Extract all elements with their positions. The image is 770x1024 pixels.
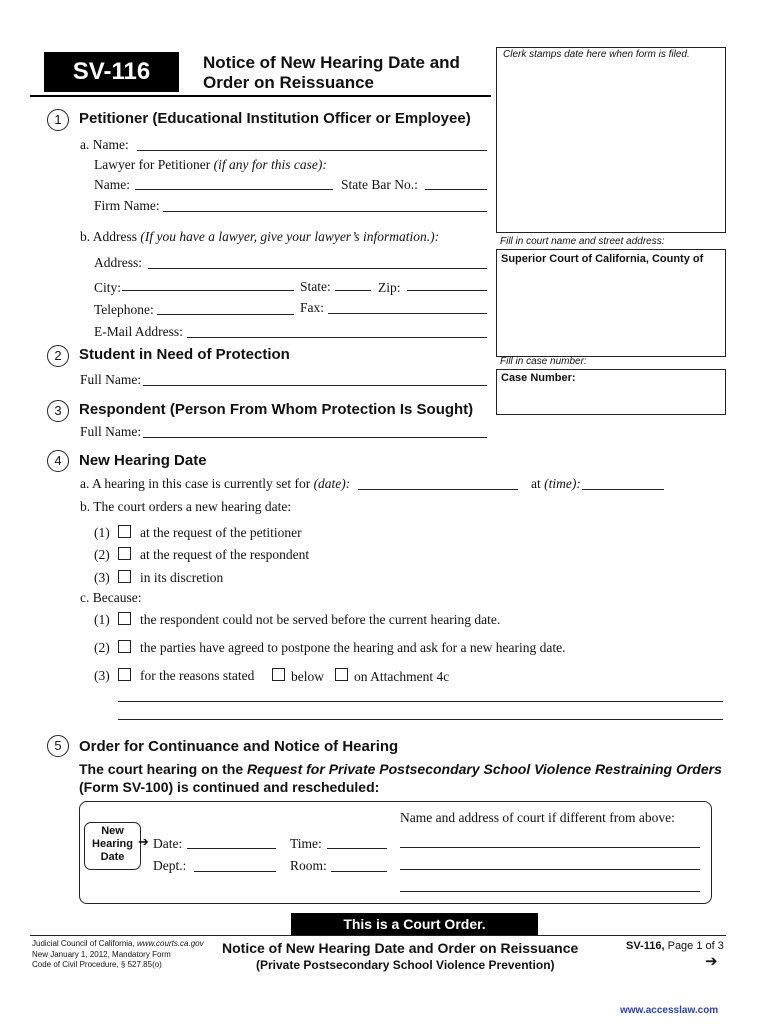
- court-address-label: Name and address of court if different from above:: [400, 810, 675, 825]
- option-c3-below-label: below: [291, 669, 324, 684]
- form-title-line1: Notice of New Hearing Date and: [203, 53, 460, 72]
- state-bar-label: State Bar No.:: [341, 177, 418, 192]
- option-c3-label: for the reasons stated: [140, 668, 255, 683]
- state-label: State:: [300, 279, 331, 294]
- zip-label: Zip:: [378, 280, 401, 295]
- court-address-line-2[interactable]: [400, 869, 700, 870]
- lawyer-label-italic: (if any for this case):: [213, 157, 327, 172]
- section-5-title: Order for Continuance and Notice of Hearing: [79, 738, 399, 755]
- address-field[interactable]: [148, 268, 487, 269]
- form-title-line2: Order on Reissuance: [203, 73, 375, 92]
- option-c2-label: the parties have agreed to postpone the hearing and ask for a new hearing date.: [140, 640, 566, 655]
- option-c2-number: (2): [94, 640, 110, 655]
- hearing-room-field[interactable]: [331, 871, 387, 872]
- court-fill-label: Fill in court name and street address:: [500, 236, 665, 247]
- option-b1-label: at the request of the petitioner: [140, 525, 302, 540]
- section-2-title: Student in Need of Protection: [79, 346, 290, 363]
- section-5-body-form-name: Request for Private Postsecondary School Violence Restraining Orders: [247, 761, 722, 777]
- reasons-line-1[interactable]: [118, 701, 723, 702]
- case-number-fill-label: Fill in case number:: [500, 356, 587, 367]
- lawyer-name-label: Name:: [94, 177, 130, 192]
- section-5-body: [79, 760, 729, 796]
- option-c1-checkbox[interactable]: [118, 612, 131, 625]
- court-name-label: Superior Court of California, County of: [501, 253, 704, 265]
- address-label: Address:: [94, 255, 142, 270]
- zip-field[interactable]: [407, 290, 487, 291]
- option-b3-label: in its discretion: [140, 570, 224, 585]
- clerk-stamp-note: Clerk stamps date here when form is filed.: [503, 49, 690, 60]
- firm-name-field[interactable]: [163, 211, 487, 212]
- new-date-order-text: b. The court orders a new hearing date:: [80, 499, 292, 514]
- email-field[interactable]: [187, 337, 487, 338]
- time-label: (time):: [544, 476, 581, 491]
- badge-line-3: Date: [100, 851, 125, 863]
- footer-council-text: Judicial Council of California,: [32, 939, 137, 948]
- at-label: at: [531, 476, 545, 491]
- section-2-number: 2: [47, 345, 69, 367]
- option-b3-number: (3): [94, 570, 110, 585]
- current-hearing-prefix: a. A hearing in this case is currently set for: [80, 476, 314, 491]
- current-hearing-text: [80, 476, 350, 492]
- lawyer-name-field[interactable]: [135, 189, 333, 190]
- email-label: E-Mail Address:: [94, 324, 183, 339]
- section-3-title: Respondent (Person From Whom Protection Is Sought): [79, 401, 474, 418]
- state-field[interactable]: [335, 290, 371, 291]
- firm-name-label: Firm Name:: [94, 198, 160, 213]
- badge-line-1: New: [101, 825, 124, 837]
- lawyer-label-text: Lawyer for Petitioner: [94, 157, 214, 172]
- option-c1-number: (1): [94, 612, 110, 627]
- option-b1-number: (1): [94, 525, 110, 540]
- option-b3-checkbox[interactable]: [118, 570, 131, 583]
- footer-council-line: [32, 939, 204, 950]
- reasons-line-2[interactable]: [118, 719, 723, 720]
- petitioner-name-field[interactable]: [137, 150, 487, 151]
- clerk-stamp-box: [496, 47, 726, 233]
- student-name-field[interactable]: [143, 385, 487, 386]
- footer-revised: New January 1, 2012, Mandatory Form: [32, 949, 171, 959]
- option-c1-label: the respondent could not be served before the current hearing date.: [140, 612, 501, 627]
- court-order-banner: This is a Court Order.: [291, 913, 538, 935]
- footer-page-info: [626, 940, 724, 952]
- option-b2-label: at the request of the respondent: [140, 547, 310, 562]
- telephone-label: Telephone:: [94, 302, 154, 317]
- state-bar-field[interactable]: [425, 189, 487, 190]
- section-4-title: New Hearing Date: [79, 452, 207, 469]
- section-5-body-pre: The court hearing on the: [79, 761, 248, 777]
- court-address-line-3[interactable]: [400, 891, 700, 892]
- case-number-label: Case Number:: [501, 372, 576, 384]
- telephone-field[interactable]: [157, 314, 294, 315]
- fax-label: Fax:: [300, 300, 325, 315]
- section-3-number: 3: [47, 400, 69, 422]
- option-c2-checkbox[interactable]: [118, 640, 131, 653]
- address-heading-text: b. Address: [80, 229, 141, 244]
- option-c3-attachment-checkbox[interactable]: [335, 668, 348, 681]
- footer-rule: [30, 935, 726, 936]
- badge-line-2: Hearing: [92, 838, 133, 850]
- city-field[interactable]: [122, 290, 294, 291]
- option-c3-checkbox[interactable]: [118, 668, 131, 681]
- option-b1-checkbox[interactable]: [118, 525, 131, 538]
- petitioner-name-label: a. Name:: [80, 137, 129, 152]
- footer-subtitle: (Private Postsecondary School Violence Prevention): [256, 958, 555, 972]
- form-id-badge: SV-116: [44, 52, 179, 92]
- fax-field[interactable]: [328, 313, 487, 314]
- court-name-box[interactable]: [496, 249, 726, 357]
- arrow-right-icon: ➔: [138, 834, 149, 849]
- because-heading: c. Because:: [80, 590, 142, 605]
- new-hearing-badge: [84, 822, 141, 870]
- student-name-label: Full Name:: [80, 372, 142, 387]
- current-hearing-time-label: [531, 476, 581, 492]
- header-rule: [30, 95, 491, 97]
- section-1-title: Petitioner (Educational Institution Officer or Employee): [79, 110, 471, 127]
- current-hearing-date-label: (date):: [313, 476, 351, 491]
- hearing-date-field[interactable]: [187, 848, 276, 849]
- option-c3-attachment-label: on Attachment 4c: [354, 669, 450, 684]
- hearing-dept-label: Dept.:: [153, 858, 187, 873]
- footer-council-url: www.courts.ca.gov: [136, 939, 204, 948]
- footer-title: Notice of New Hearing Date and Order on Reissuance: [222, 940, 579, 956]
- lawyer-label: [94, 157, 327, 173]
- address-heading-italic: (If you have a lawyer, give your lawyer’s information.):: [140, 229, 440, 244]
- current-hearing-date-field[interactable]: [358, 489, 518, 490]
- footer-page-number: Page 1 of 3: [664, 940, 724, 952]
- section-1-number: 1: [47, 109, 69, 131]
- section-4-number: 4: [47, 450, 69, 472]
- respondent-name-label: Full Name:: [80, 424, 142, 439]
- form-title: [203, 53, 460, 93]
- footer-form-id: SV-116,: [626, 940, 665, 952]
- section-5-number: 5: [47, 735, 69, 757]
- hearing-date-label: Date:: [153, 836, 183, 851]
- footer-code: Code of Civil Procedure, § 527.85(o): [32, 960, 162, 969]
- option-c3-below-checkbox[interactable]: [272, 668, 285, 681]
- option-b2-checkbox[interactable]: [118, 547, 131, 560]
- address-heading: [80, 229, 439, 245]
- hearing-time-label: Time:: [290, 836, 322, 851]
- court-address-line-1[interactable]: [400, 847, 700, 848]
- option-b2-number: (2): [94, 547, 110, 562]
- respondent-name-field[interactable]: [143, 437, 487, 438]
- hearing-dept-field[interactable]: [194, 871, 276, 872]
- city-label: City:: [94, 280, 122, 295]
- footer-council: [32, 939, 204, 971]
- option-c3-number: (3): [94, 668, 110, 683]
- section-5-body-post: (Form SV-100) is continued and rescheduled:: [79, 779, 380, 795]
- hearing-time-field[interactable]: [327, 848, 387, 849]
- next-page-arrow-icon: ➔: [705, 954, 718, 970]
- hearing-room-label: Room:: [290, 858, 327, 873]
- current-hearing-time-field[interactable]: [582, 489, 664, 490]
- footer-website-link[interactable]: www.accesslaw.com: [620, 1005, 719, 1016]
